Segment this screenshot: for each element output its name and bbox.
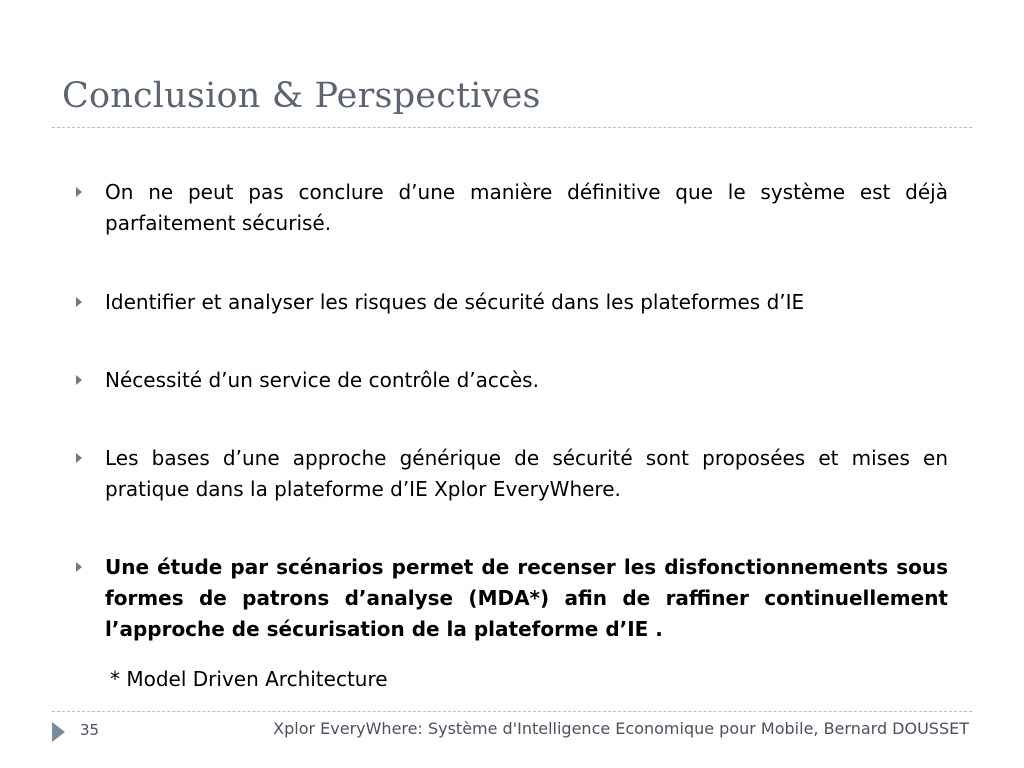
bullet-item: Les bases d’une approche générique de sécurité sont proposées et mises en pratique dans la plateforme d’IE Xplor EveryWhere. [105, 446, 948, 501]
bullet-arrow-icon [76, 453, 82, 463]
footnote: * Model Driven Architecture [110, 667, 388, 691]
bullet-arrow-icon [76, 562, 82, 572]
bullet-item: Nécessité d’un service de contrôle d’accès. [105, 368, 539, 392]
footer-arrow-icon [52, 722, 65, 742]
footer-text: Xplor EveryWhere: Système d'Intelligence Economique pour Mobile, Bernard DOUSSET [273, 719, 969, 738]
footer-divider [52, 711, 972, 712]
bullet-item: Identifier et analyser les risques de sécurité dans les plateformes d’IE [105, 290, 805, 314]
bullet-arrow-icon [76, 187, 82, 197]
bullet-item-emphasized: Une étude par scénarios permet de recenser les disfonctionnements sous formes de patrons d’analyse (MDA*) afin de raffiner continuellement l’approche de sécurisation de la plateforme d’IE . [105, 555, 948, 641]
bullet-arrow-icon [76, 375, 82, 385]
slide-title: Conclusion & Perspectives [62, 76, 541, 116]
page-number: 35 [80, 721, 100, 739]
bullet-item: On ne peut pas conclure d’une manière définitive que le système est déjà parfaitement sécurisé. [105, 180, 948, 235]
bullet-arrow-icon [76, 297, 82, 307]
